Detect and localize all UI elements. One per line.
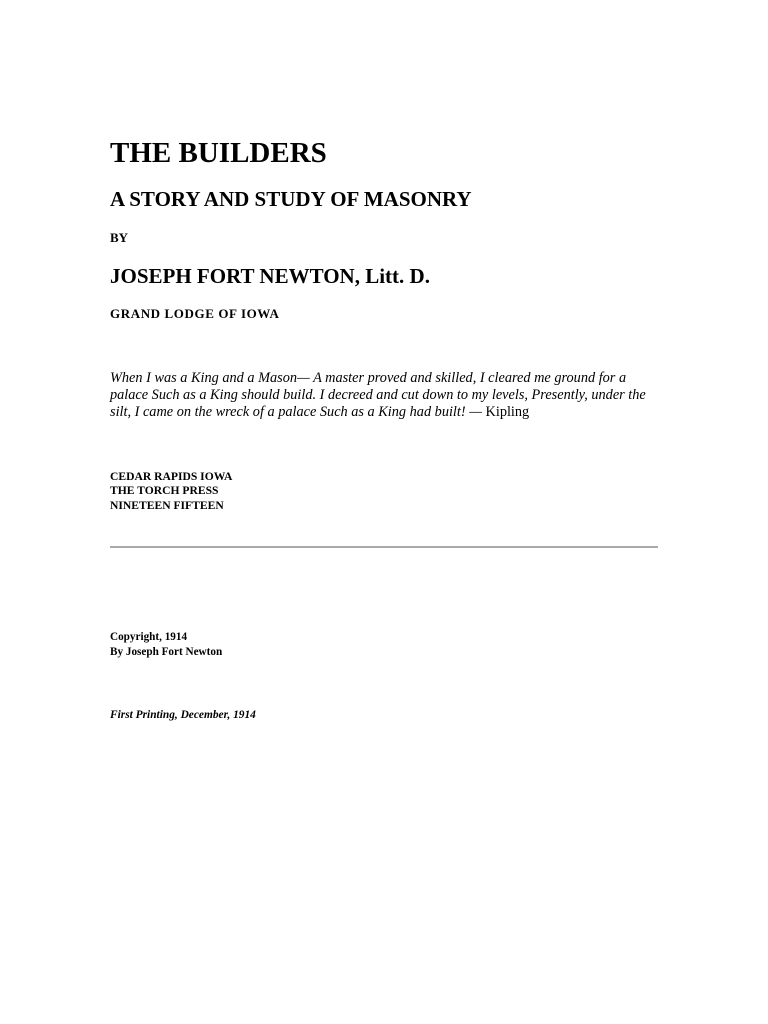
publisher-city: CEDAR RAPIDS IOWA: [110, 470, 233, 483]
copyright-block: [110, 630, 222, 659]
publisher-block: [110, 470, 232, 513]
publisher-name: THE TORCH PRESS: [110, 484, 219, 498]
epigraph-attribution: Kipling: [485, 404, 530, 420]
publication-year: NINETEEN FIFTEEN: [110, 498, 224, 512]
by-label: BY: [110, 230, 129, 245]
horizontal-divider: [110, 546, 658, 548]
lodge-name: GRAND LODGE OF IOWA: [110, 306, 280, 321]
copyright-holder: By Joseph Fort Newton: [110, 645, 223, 658]
book-subtitle: A STORY AND STUDY OF MASONRY: [110, 187, 472, 211]
epigraph: [110, 370, 658, 421]
copyright-year: Copyright, 1914: [110, 631, 188, 643]
author-name: JOSEPH FORT NEWTON, Litt. D.: [110, 264, 430, 288]
epigraph-quote: When I was a King and a Mason— A master proved and skilled, I cleared me ground for a palace Such as a King should build. I decreed and cut down to my levels, Presently, under the silt, I came on the wreck of a palace Such as a King had built! —: [110, 370, 646, 420]
book-title: THE BUILDERS: [110, 137, 327, 169]
printing-note: First Printing, December, 1914: [110, 709, 256, 721]
